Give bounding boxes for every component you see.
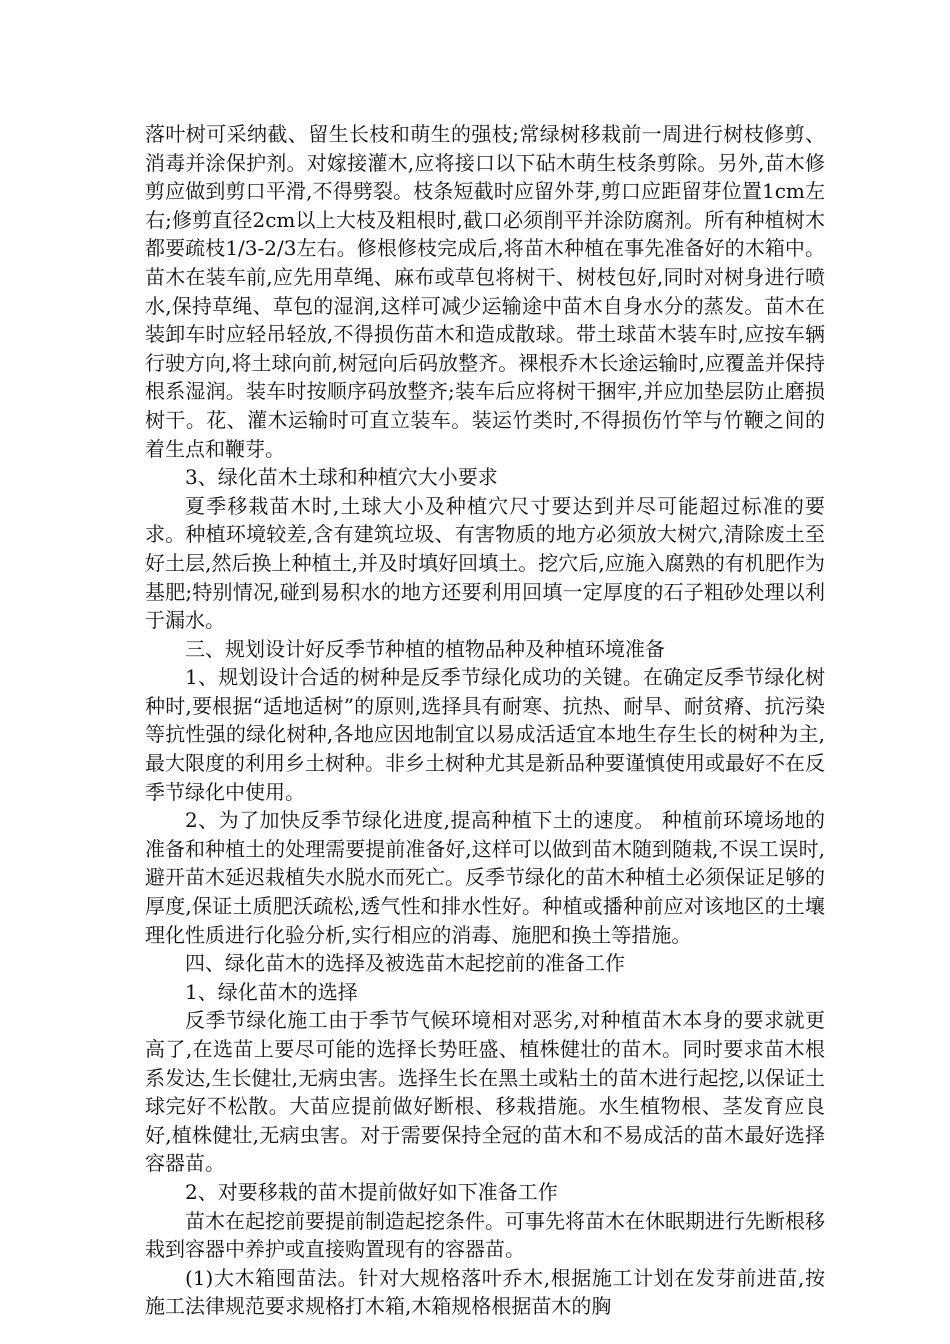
heading-preparation-work: 2、对要移栽的苗木提前做好如下准备工作 [185,1179,558,1204]
heading-soil-ball-pit-size: 3、绿化苗木土球和种植穴大小要求 [185,465,498,490]
paragraph-pruning-transport: 落叶树可采纳截、留生长枝和萌生的强枝;常绿树移栽前一周进行树枝修剪、消毒并涂保护剂。对嫁接灌木,应将接口以下砧木萌生枝条剪除。另外,苗木修剪应做到剪口平滑,不得劈裂。枝条短截时应留外芽,剪口应距留芽位置1cm左右;修剪直径2cm以上大枝及粗根时,截口必须削平并涂防腐剂。所有种植树木都要疏枝1/3-2/3左右。修根修枝完成后,将苗木种植在事先准备好的木箱中。苗木在装车前,应先用草绳、麻布或草包将树干、树枝包好,同时对树身进行喷水,保持草绳、草包的湿润,这样可减少运输途中苗木自身水分的蒸发。苗木在装卸车时应轻吊轻放,不得损伤苗木和造成散球。带土球苗木装车时,应按车辆行驶方向,将土球向前,树冠向后码放整齐。裸根乔木长途运输时,应覆盖并保持根系湿润。装车时按顺序码放整齐;装车后应将树干捆牢,并应加垫层防止磨损树干。花、灌木运输时可直立装车。装运竹类时,不得损伤竹竿与竹鞭之间的着生点和鞭芽。 [145,122,825,461]
paragraph-wooden-box-method: (1)大木箱囤苗法。针对大规格落叶乔木,根据施工计划在发芽前进苗,按施工法律规范要求规格打木箱,木箱规格根据苗木的胸 [145,1265,825,1319]
heading-section-three: 三、规划设计好反季节种植的植物品种及种植环境准备 [185,636,665,661]
paragraph-seedling-selection: 反季节绿化施工由于季节气候环境相对恶劣,对种植苗木本身的要求就更高了,在选苗上要尽可能的选择长势旺盛、植株健壮的苗木。同时要求苗木根系发达,生长健壮,无病虫害。选择生长在黑土或粘土的苗木进行起挖,以保证土球完好不松散。大苗应提前做好断根、移栽措施。水生植物根、茎发育应良好,植株健壮,无病虫害。对于需要保持全冠的苗木和不易成活的苗木最好选择容器苗。 [145,1008,825,1176]
paragraph-site-preparation: 2、为了加快反季节绿化进度,提高种植下土的速度。 种植前环境场地的准备和种植土的处理需要提前准备好,这样可以做到苗木随到随栽,不误工误时,避开苗木延迟栽植失水脱水而死亡。反季节绿化的苗木种植土必须保证足够的厚度,保证土质肥沃疏松,透气性和排水性好。种植或播种前应对该地区的土壤理化性质进行化验分析,实行相应的消毒、施肥和换土等措施。 [145,808,825,947]
heading-section-four: 四、绿化苗木的选择及被选苗木起挖前的准备工作 [185,951,625,976]
document-body [145,120,825,1321]
paragraph-summer-transplant: 夏季移栽苗木时,土球大小及种植穴尺寸要达到并尽可能超过标准的要求。种植环境较差,含有建筑垃圾、有害物质的地方必须放大树穴,清除废土至好土层,然后换上种植土,并及时填好回填土。挖穴后,应施入腐熟的有机肥作为基肥;特别情况,碰到易积水的地方还要利用回填一定厚度的石子粗砂处理以利于漏水。 [145,493,825,633]
paragraph-tree-species-planning: 1、规划设计合适的树种是反季节绿化成功的关键。在确定反季节绿化树种时,要根据“适地适树”的原则,选择具有耐寒、抗热、耐旱、耐贫瘠、抗污染等抗性强的绿化树种,各地应因地制宜以易成活适宜本地生存生长的树种为主,最大限度的利用乡土树种。非乡土树种尤其是新品种要谨慎使用或最好不在反季节绿化中使用。 [145,665,825,804]
heading-seedling-selection: 1、绿化苗木的选择 [185,979,358,1004]
paragraph-digging-conditions: 苗木在起挖前要提前制造起挖条件。可事先将苗木在休眠期进行先断根移栽到容器中养护或直接购置现有的容器苗。 [145,1208,825,1262]
